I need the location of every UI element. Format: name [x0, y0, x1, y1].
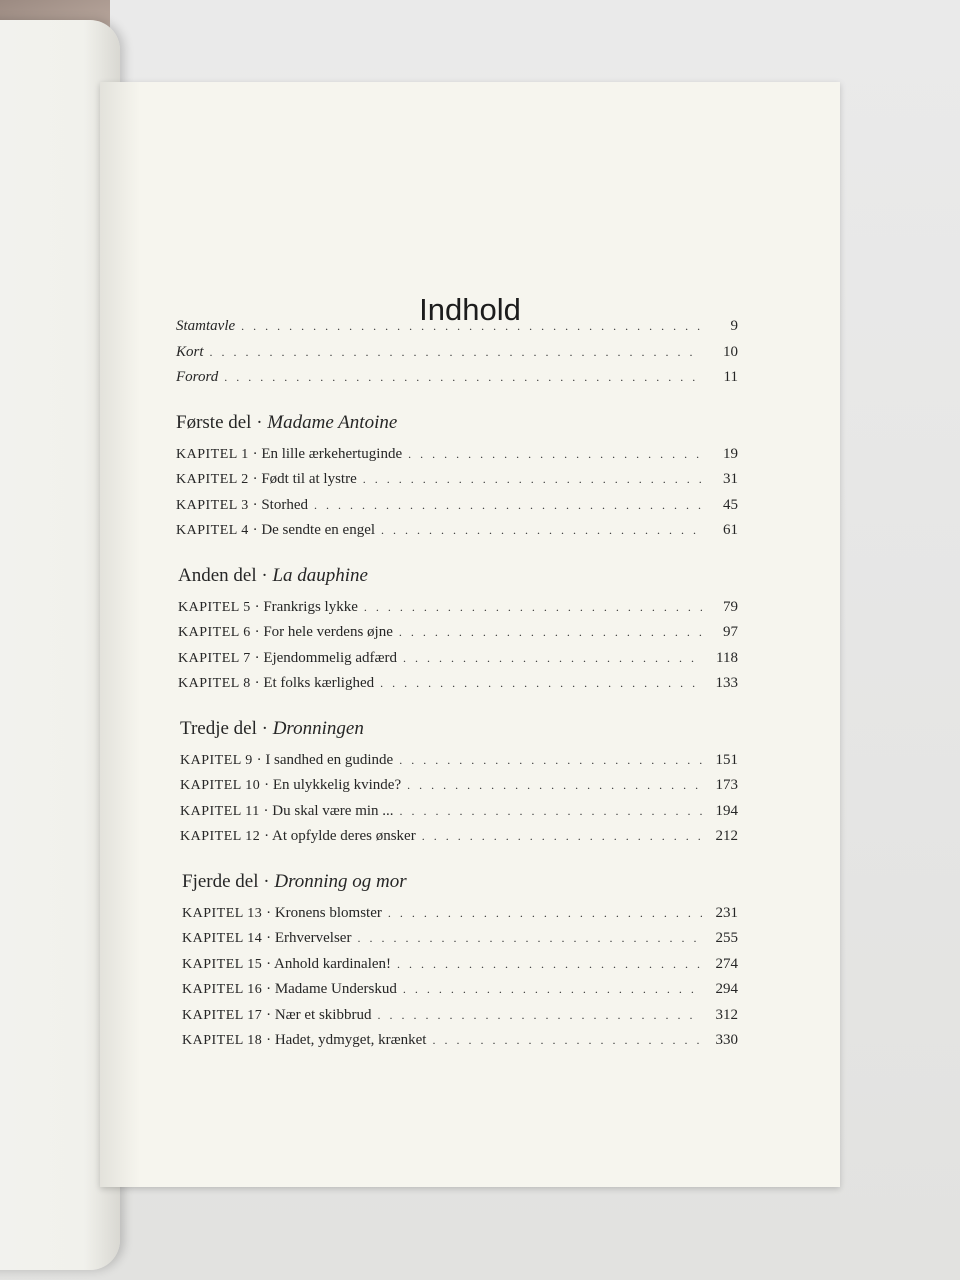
leader-dots [408, 447, 702, 462]
part-name: Første del [176, 411, 252, 433]
chapter-label: KAPITEL 5 [178, 599, 251, 615]
leader-dots [210, 345, 702, 360]
page-number: 11 [723, 369, 738, 385]
entry-title: Kort [176, 343, 204, 360]
page-number: 255 [715, 930, 738, 946]
part-subtitle: Dronning og mor [274, 870, 407, 892]
chapter-title: Kronens blomster [274, 904, 382, 921]
leader-dots [380, 676, 702, 691]
toc-entry-chapter: KAPITEL 14 · Erhvervelser . . . 255 [182, 930, 738, 956]
page-number: 173 [715, 777, 738, 793]
leader-dots [377, 1008, 702, 1023]
page-number: 118 [716, 649, 738, 666]
leader-dots [403, 982, 702, 997]
page-number: 133 [715, 675, 738, 691]
toc-entry-chapter: KAPITEL 3 · Storhed . . . 45 [176, 497, 738, 523]
part-name: Fjerde del [182, 870, 259, 892]
toc-entry-chapter: KAPITEL 12 · At opfylde deres ønsker . . . 212 [180, 828, 738, 854]
leader-dots [314, 498, 702, 513]
leader-dots [224, 370, 702, 385]
chapter-label: KAPITEL 18 [182, 1033, 263, 1048]
page-number: 212 [715, 828, 738, 844]
leader-dots [399, 753, 702, 768]
chapter-label: KAPITEL 8 [178, 676, 251, 691]
chapter-title: Født til at lystre [261, 471, 357, 487]
toc-entry-chapter: KAPITEL 2 · Født til at lystre . . . 31 [176, 471, 738, 497]
toc-entry-chapter: KAPITEL 15 · Anhold kardinalen! . . . 274 [182, 956, 738, 982]
page-number: 61 [723, 522, 738, 538]
chapter-title: Erhvervelser [274, 930, 352, 946]
part-name: Anden del [178, 564, 257, 586]
toc-entry-chapter: KAPITEL 4 · De sendte en engel . . . 61 [176, 522, 738, 548]
page-number: 9 [730, 318, 738, 334]
page-number: 330 [715, 1032, 738, 1048]
chapter-title: Ejendommelig adfærd [263, 649, 398, 666]
page-number: 312 [715, 1006, 738, 1023]
part-subtitle: La dauphine [272, 564, 368, 586]
chapter-title: Madame Underskud [274, 981, 397, 997]
chapter-label: KAPITEL 16 [182, 982, 263, 997]
page-number: 79 [723, 598, 738, 615]
entry-title: Stamtavle [176, 318, 236, 334]
leader-dots [397, 957, 702, 972]
chapter-label: KAPITEL 9 [180, 752, 253, 768]
chapter-label: KAPITEL 4 [176, 523, 249, 538]
leader-dots [407, 778, 702, 793]
toc-entry-chapter: KAPITEL 1 · En lille ærkehertuginde . . . 19 [176, 446, 738, 472]
toc-entry-chapter: KAPITEL 8 · Et folks kærlighed . . . 133 [178, 675, 738, 701]
page-number: 45 [723, 496, 738, 513]
chapter-label: KAPITEL 11 [180, 803, 260, 819]
chapter-title: En lille ærkehertuginde [261, 445, 403, 462]
leader-dots [388, 906, 702, 921]
chapter-title: De sendte en engel [261, 522, 376, 538]
leader-dots [400, 804, 702, 819]
chapter-title: Hadet, ydmyget, krænket [274, 1032, 427, 1048]
part-separator: · [263, 870, 270, 892]
leader-dots [363, 472, 702, 487]
page-number: 151 [715, 751, 738, 768]
part-heading [178, 565, 738, 591]
toc-entry-front [176, 344, 738, 370]
toc-entry-chapter: KAPITEL 5 · Frankrigs lykke . . . 79 [178, 599, 738, 625]
page-number: 294 [715, 981, 738, 997]
table-of-contents [176, 318, 738, 1058]
chapter-title: Nær et skibbrud [274, 1006, 372, 1023]
part-heading [182, 871, 738, 897]
toc-entry-front [176, 369, 738, 395]
chapter-title: At opfylde deres ønsker [271, 828, 416, 844]
toc-entry-chapter: KAPITEL 10 · En ulykkelig kvinde? . . . 173 [180, 777, 738, 803]
part-separator: · [256, 411, 263, 433]
chapter-title: Anhold kardinalen! [273, 955, 392, 972]
chapter-title: I sandhed en gudinde [265, 751, 394, 768]
page-number: 97 [723, 624, 738, 640]
chapter-label: KAPITEL 14 [182, 931, 263, 946]
part-separator: · [261, 717, 268, 739]
toc-entry-chapter: KAPITEL 18 · Hadet, ydmyget, krænket . . . 330 [182, 1032, 738, 1058]
toc-entry-chapter: KAPITEL 17 · Nær et skibbrud . . . 312 [182, 1007, 738, 1033]
chapter-title: For hele verdens øjne [263, 624, 393, 640]
toc-entry-chapter: KAPITEL 16 · Madame Underskud . . . 294 [182, 981, 738, 1007]
page-number: 31 [723, 471, 738, 487]
part-heading [176, 412, 738, 438]
toc-entry-chapter: KAPITEL 7 · Ejendommelig adfærd . . . 118 [178, 650, 738, 676]
chapter-label: KAPITEL 17 [182, 1007, 263, 1023]
chapter-title: Du skal være min ... [272, 802, 394, 819]
toc-entry-front [176, 318, 738, 344]
leader-dots [422, 829, 702, 844]
part-separator: · [261, 564, 268, 586]
page-number: 231 [715, 904, 738, 921]
part-subtitle: Dronningen [272, 717, 364, 739]
leader-dots [364, 600, 702, 615]
leader-dots [432, 1033, 702, 1048]
page-number: 10 [723, 343, 738, 360]
part-subtitle: Madame Antoine [267, 411, 398, 433]
chapter-title: En ulykkelig kvinde? [272, 777, 402, 793]
chapter-title: Et folks kærlighed [263, 675, 375, 691]
leader-dots [403, 651, 702, 666]
toc-entry-chapter: KAPITEL 13 · Kronens blomster . . . 231 [182, 905, 738, 931]
toc-entry-chapter: KAPITEL 6 · For hele verdens øjne . . . 97 [178, 624, 738, 650]
page-number: 19 [723, 445, 738, 462]
chapter-label: KAPITEL 15 [182, 956, 263, 972]
leader-dots [357, 931, 702, 946]
part-name: Tredje del [180, 717, 257, 739]
page-title: Indhold [419, 292, 521, 327]
chapter-label: KAPITEL 7 [178, 650, 251, 666]
leader-dots [241, 319, 702, 334]
chapter-label: KAPITEL 13 [182, 905, 263, 921]
leader-dots [399, 625, 702, 640]
chapter-title: Storhed [261, 496, 308, 513]
chapter-label: KAPITEL 3 [176, 497, 249, 513]
chapter-label: KAPITEL 2 [176, 472, 249, 487]
chapter-label: KAPITEL 12 [180, 829, 261, 844]
toc-entry-chapter: KAPITEL 9 · I sandhed en gudinde . . . 151 [180, 752, 738, 778]
entry-title: Forord [176, 369, 219, 385]
chapter-label: KAPITEL 1 [176, 446, 249, 462]
chapter-label: KAPITEL 6 [178, 625, 251, 640]
page-number: 274 [715, 955, 738, 972]
leader-dots [381, 523, 702, 538]
part-heading [180, 718, 738, 744]
chapter-title: Frankrigs lykke [263, 598, 358, 615]
toc-entry-chapter: KAPITEL 11 · Du skal være min ... . . . 194 [180, 803, 738, 829]
page-number: 194 [715, 802, 738, 819]
chapter-label: KAPITEL 10 [180, 778, 261, 793]
